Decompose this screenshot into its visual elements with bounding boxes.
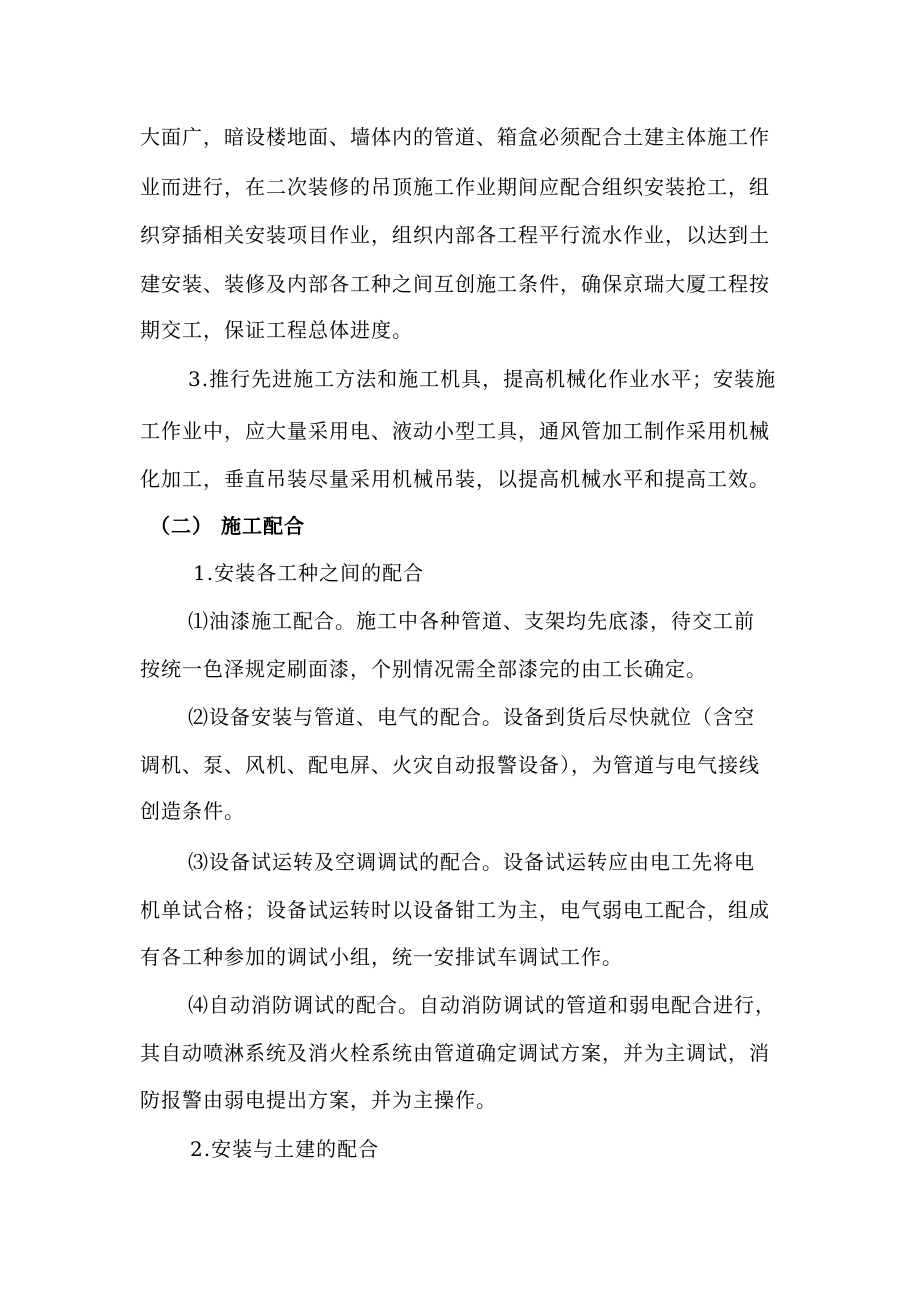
item-2-line-2: 调机、泵、风机、配电屏、火灾自动报警设备），为管道与电气接线 xyxy=(140,753,760,777)
paragraph-line-4: 建安装、装修及内部各工种之间互创施工条件，确保京瑞大厦工程按 xyxy=(140,272,770,296)
subheading-2: 2.安装与土建的配合 xyxy=(190,1137,380,1161)
item-3b-line-3: 有各工种参加的调试小组，统一安排试车调试工作。 xyxy=(140,945,623,969)
paragraph-line-2: 业而进行，在二次装修的吊顶施工作业期间应配合组织安装抢工，组 xyxy=(140,175,770,199)
paragraph-line-3: 织穿插相关安装项目作业，组织内部各工程平行流水作业，以达到土 xyxy=(140,223,770,247)
item-1-line-1: ⑴油漆施工配合。施工中各种管道、支架均先底漆，待交工前 xyxy=(188,609,755,633)
subheading-1: 1.安装各工种之间的配合 xyxy=(193,561,425,585)
item-3-line-1: 3.推行先进施工方法和施工机具，提高机械化作业水平；安装施 xyxy=(188,367,777,391)
item-3b-line-2: 机单试合格；设备试运转时以设备钳工为主，电气弱电工配合，组成 xyxy=(140,898,770,922)
paragraph-line-5: 期交工，保证工程总体进度。 xyxy=(140,318,413,342)
paragraph-line-1: 大面广，暗设楼地面、墙体内的管道、箱盒必须配合土建主体施工作 xyxy=(140,125,770,149)
item-3-line-3: 化加工，垂直吊装尽量采用机械吊装，以提高机械水平和提高工效。 xyxy=(140,467,770,491)
item-3b-line-1: ⑶设备试运转及空调调试的配合。设备试运转应由电工先将电 xyxy=(188,850,755,874)
item-4-line-1: ⑷自动消防调试的配合。自动消防调试的管道和弱电配合进行， xyxy=(188,993,776,1017)
item-4-line-3: 防报警由弱电提出方案，并为主操作。 xyxy=(140,1088,497,1112)
item-1-line-2: 按统一色泽规定刷面漆，个别情况需全部漆完的由工长确定。 xyxy=(140,657,707,681)
item-4-line-2: 其自动喷淋系统及消火栓系统由管道确定调试方案，并为主调试，消 xyxy=(140,1041,770,1065)
item-3-line-2: 工作业中，应大量采用电、液动小型工具，通风管加工制作采用机械 xyxy=(140,419,770,443)
section-heading: （二） 施工配合 xyxy=(150,514,305,538)
item-2-line-1: ⑵设备安装与管道、电气的配合。设备到货后尽快就位（含空 xyxy=(188,705,755,729)
item-2-line-3: 创造条件。 xyxy=(140,799,245,823)
